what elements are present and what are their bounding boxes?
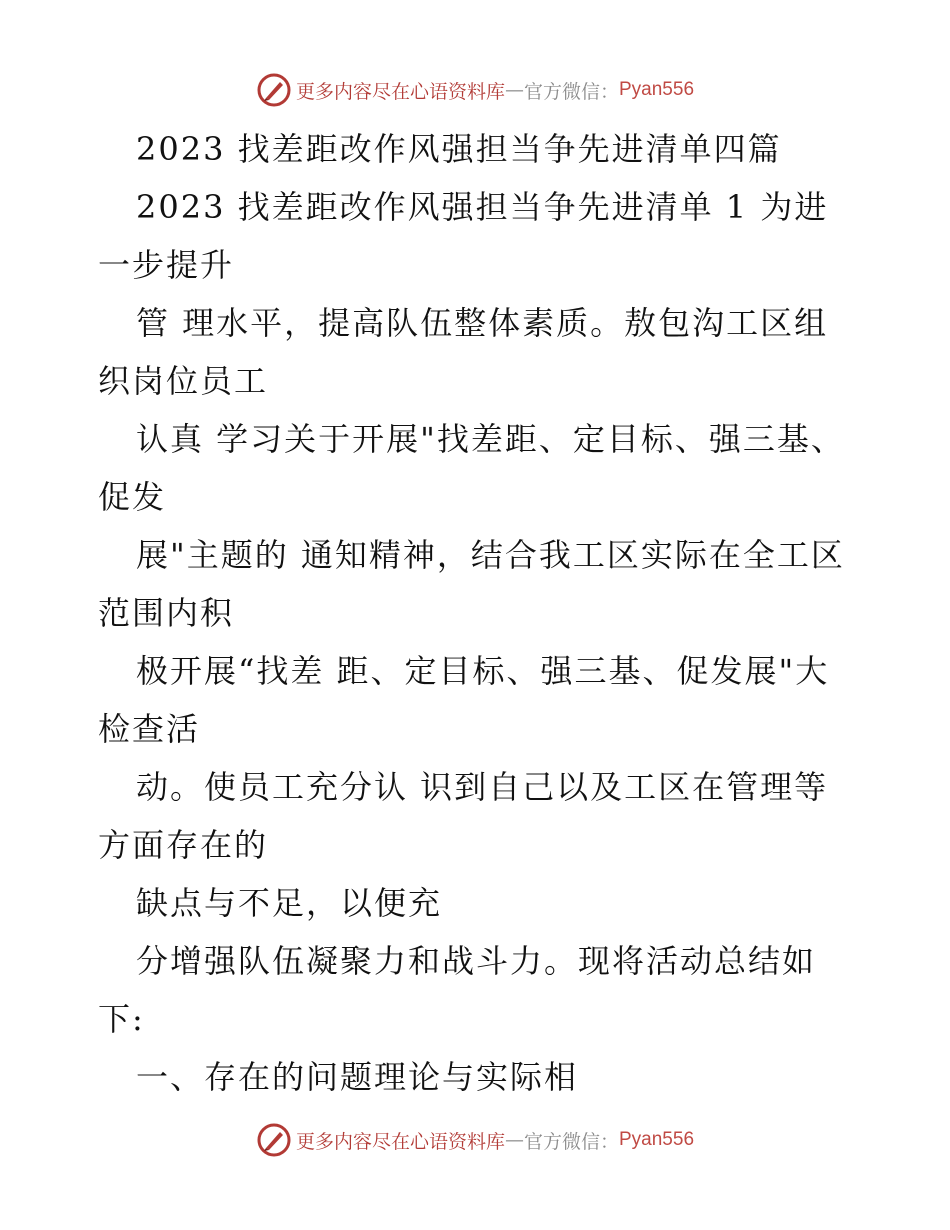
watermark-dash: — [504, 1129, 524, 1151]
watermark-brand-text: 更多内容尽在心语资料库 [295, 1130, 505, 1153]
paragraph: 展"主题的 通知精神，结合我工区实际在全工区范围内积 [98, 536, 845, 632]
watermark-brand-text: 更多内容尽在心语资料库 [295, 80, 505, 103]
watermark-dash: — [504, 79, 524, 101]
section-heading: 一、存在的问题理论与实际相 [136, 1058, 579, 1096]
paragraph: 认真 学习关于开展"找差距、定目标、强三基、促发 [98, 420, 845, 516]
paragraph: 极开展“找差 距、定目标、强三基、促发展"大检查活 [98, 652, 830, 748]
document-body [98, 120, 858, 1106]
paragraph: 分增强队伍凝聚力和战斗力。现将活动总结如下: [98, 942, 817, 1038]
paragraph: 2023 找差距改作风强担当争先进清单 1 为进一步提升 [98, 188, 829, 284]
footer-watermark [0, 1120, 950, 1160]
watermark-wechat-label: 官方微信： [523, 80, 619, 103]
paragraph: 动。使员工充分认 识到自己以及工区在管理等方面存在的 [98, 768, 829, 864]
paragraph: 管 理水平，提高队伍整体素质。敖包沟工区组织岗位员工 [98, 304, 829, 400]
pen-feather-logo-icon [256, 72, 292, 108]
header-watermark [0, 70, 950, 110]
pen-feather-logo-icon [256, 1122, 292, 1158]
watermark-wechat-label: 官方微信： [523, 1130, 619, 1153]
watermark-wechat-id: Pyan556 [619, 1129, 695, 1150]
paragraph: 缺点与不足，以便充 [136, 884, 443, 922]
document-title: 2023 找差距改作风强担当争先进清单四篇 [136, 130, 782, 168]
watermark-wechat-id: Pyan556 [619, 79, 695, 100]
